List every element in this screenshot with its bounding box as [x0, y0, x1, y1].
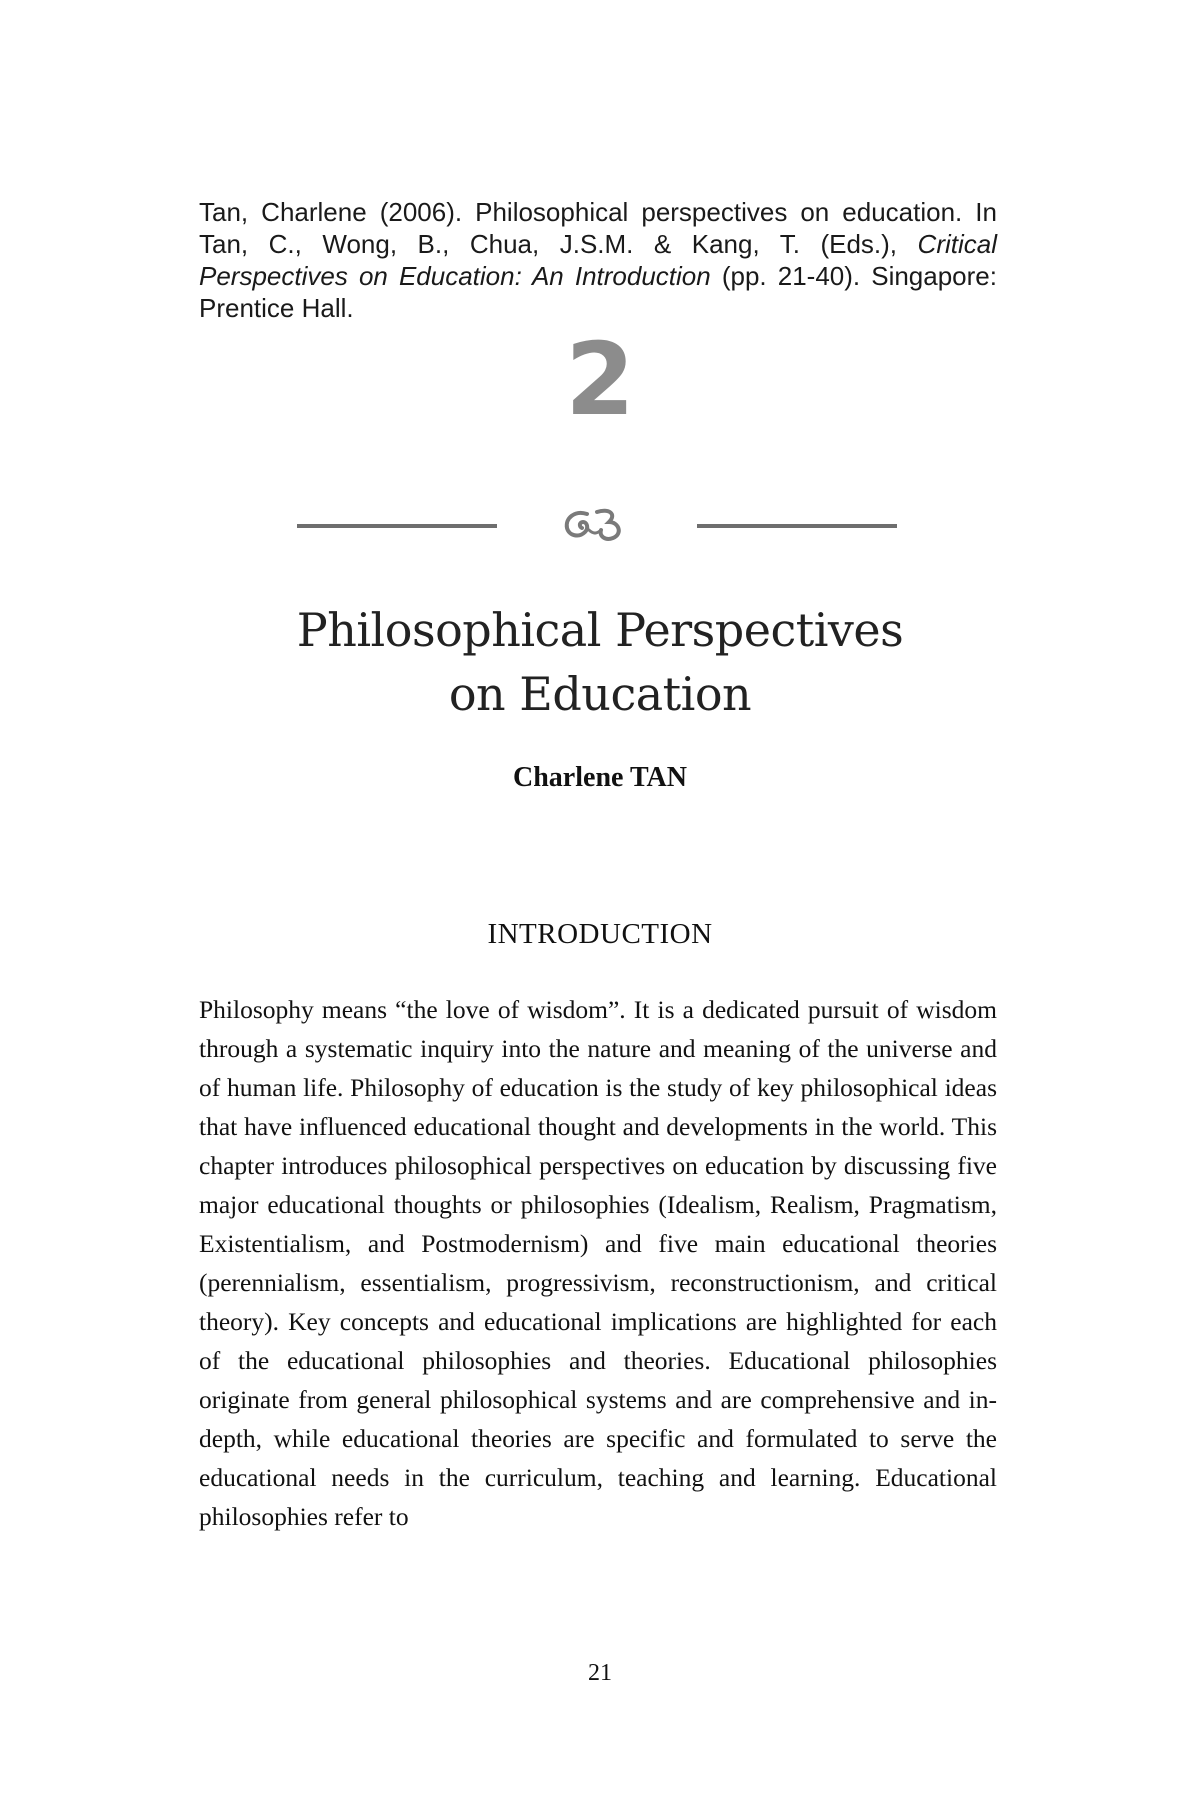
citation-authors-text: Tan, Charlene (2006). Philosophical perspectives on education. In Tan, C., Wong, B., Chua, J.S.M. & Kang, T. (Eds.),	[199, 197, 997, 259]
body-paragraph: Philosophy means “the love of wisdom”. It is a dedicated pursuit of wisdom through a systematic inquiry into the nature and meaning of the universe and of human life. Philosophy of education is the study of key philosophical ideas that have influenced educational thought and developments in the world. This chapter introduces philosophical perspectives on education by discussing five major educational thoughts or philosophies (Idealism, Realism, Pragmatism, Existentialism, and Postmodernism) and five main educational theories (perennialism, essentialism, progressivism, reconstructionism, and critical theory). Key concepts and educational implications are highlighted for each of the educational philosophies and theories. Educational philosophies originate from general philosophical systems and are comprehensive and in-depth, while educational theories are specific and formulated to serve the educational needs in the curriculum, teaching and learning. Educational philosophies refer to	[199, 995, 997, 1531]
chapter-title-line-2: on Education	[448, 667, 752, 721]
divider-rule-right	[697, 524, 897, 528]
page-number: 21	[588, 1660, 612, 1686]
citation-publisher-text: (pp. 21-40). Singapore: Prentice Hall.	[199, 261, 997, 323]
chapter-author: Charlene TAN	[513, 762, 687, 793]
chapter-title	[0, 598, 1200, 726]
chapter-ornament-divider	[297, 500, 897, 550]
flourish-ornament-icon	[557, 500, 637, 550]
section-heading: INTRODUCTION	[487, 918, 713, 950]
divider-rule-left	[297, 524, 497, 528]
citation-block	[199, 196, 997, 324]
chapter-number: 2	[565, 321, 635, 438]
chapter-title-line-1: Philosophical Perspectives	[296, 603, 904, 657]
citation-book-title: Critical Perspectives on Education: An Introduction	[199, 229, 997, 291]
